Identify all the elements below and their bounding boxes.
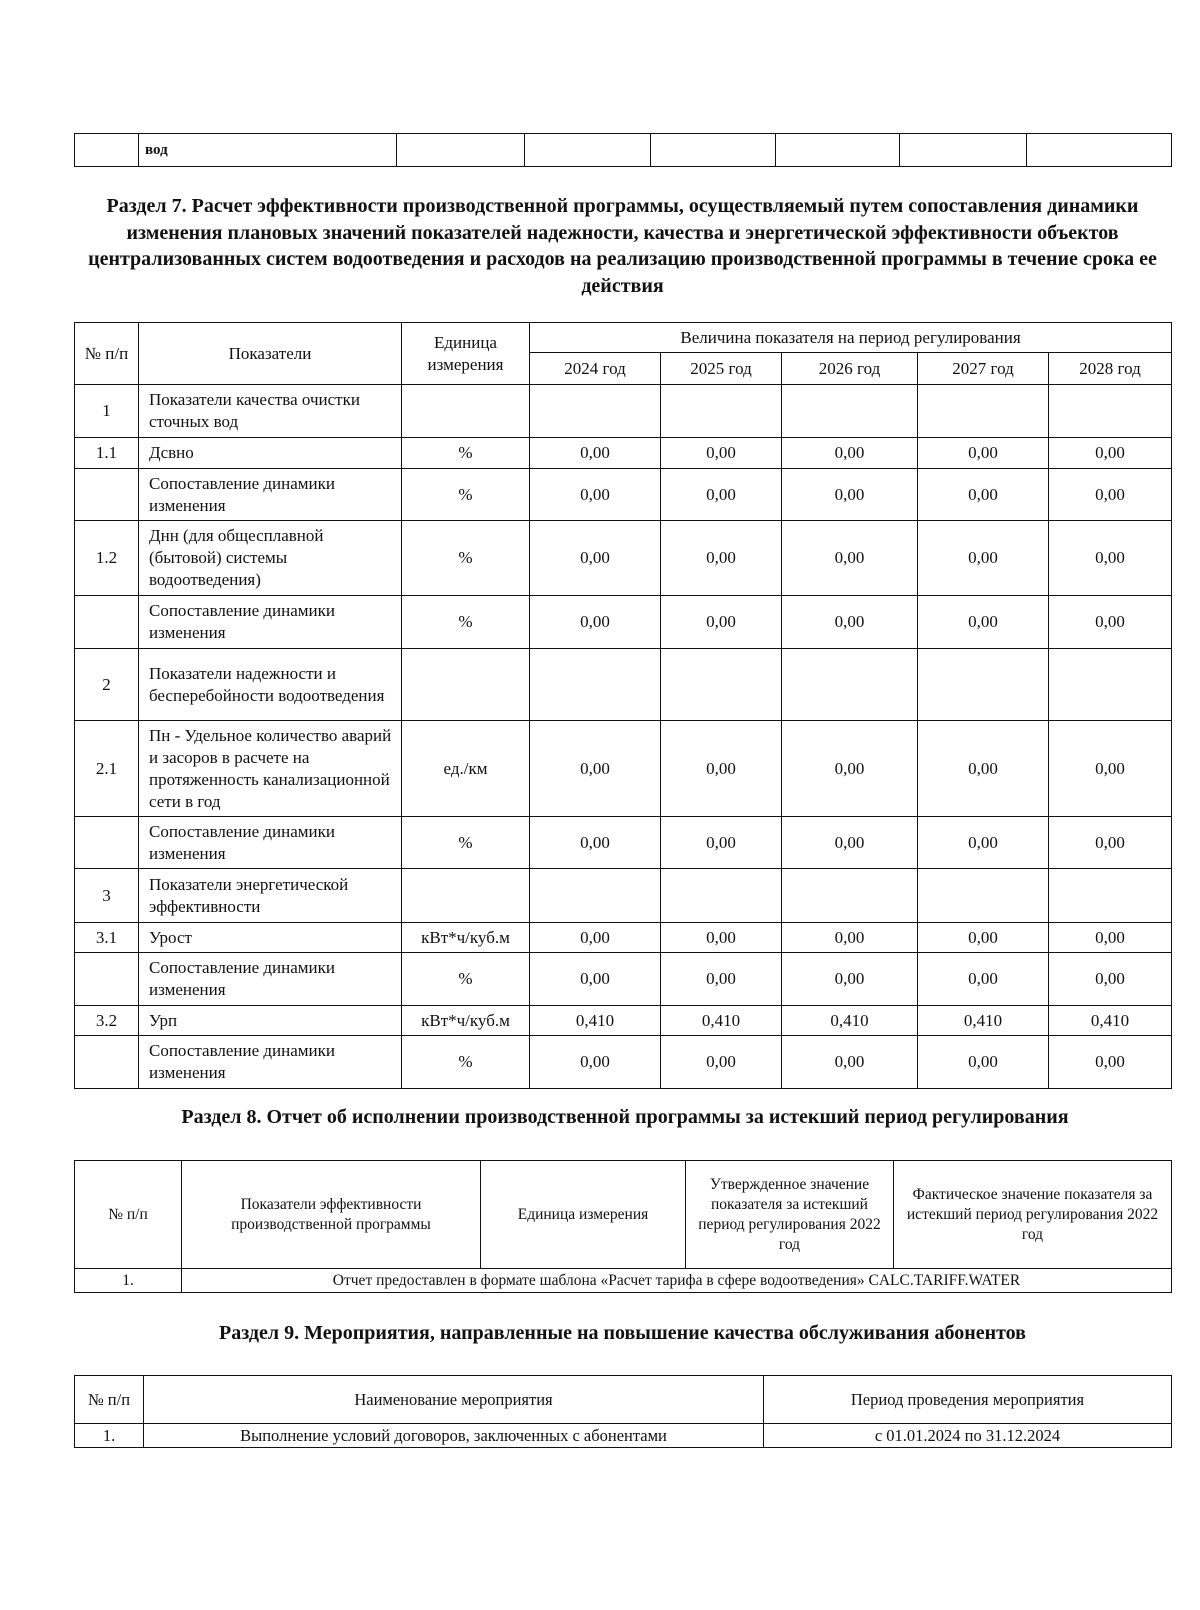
header-unit: Единица измерения	[481, 1161, 686, 1269]
row-value	[1049, 385, 1172, 438]
row-num: 3.1	[75, 923, 139, 953]
header-year: 2025 год	[661, 353, 782, 385]
row-num	[75, 817, 139, 869]
row-indicator: Дсвно	[139, 438, 402, 469]
row-value: 0,00	[530, 469, 661, 521]
row-value: 0,00	[661, 521, 782, 596]
row-value: 0,00	[782, 817, 918, 869]
row-value: 0,00	[661, 438, 782, 469]
row-num	[75, 1036, 139, 1089]
row-value: 0,410	[782, 1006, 918, 1036]
row-value: 0,00	[1049, 521, 1172, 596]
row-value: 0,00	[918, 953, 1049, 1006]
row-value	[1049, 869, 1172, 923]
row-indicator: Показатели надежности и бесперебойности водоотведения	[139, 649, 402, 721]
row-indicator: Сопоставление динамики изменения	[139, 1036, 402, 1089]
row-indicator: Пн - Удельное количество аварий и засоров в расчете на протяженность канализационной сети в год	[139, 721, 402, 817]
row-value: 0,410	[918, 1006, 1049, 1036]
section-9-table	[74, 1375, 1172, 1448]
header-period-group: Величина показателя на период регулирования	[530, 323, 1172, 353]
row-value: 0,00	[1049, 721, 1172, 817]
header-name: Наименование мероприятия	[144, 1376, 764, 1424]
row-unit: ед./км	[402, 721, 530, 817]
section-7-title: Раздел 7. Расчет эффективности производственной программы, осуществляемый путем сопоставления динамики изменения плановых значений показателей надежности, качества и энергетической эффективности объектов централизованных систем водоотведения и расходов на реализацию производственной программы в течение срока ее действия	[88, 195, 1157, 297]
header-num: № п/п	[75, 1161, 182, 1269]
row-value: 0,00	[782, 1036, 918, 1089]
row-unit: кВт*ч/куб.м	[402, 1006, 530, 1036]
row-value: 0,00	[1049, 923, 1172, 953]
row-indicator: Показатели качества очистки сточных вод	[139, 385, 402, 438]
row-unit: кВт*ч/куб.м	[402, 923, 530, 953]
row-value: 0,00	[918, 469, 1049, 521]
row-value: 0,00	[530, 521, 661, 596]
row-value: 0,00	[661, 817, 782, 869]
table-row	[75, 469, 1172, 521]
row-value: 0,00	[918, 1036, 1049, 1089]
row-value: 0,00	[661, 721, 782, 817]
header-year: 2027 год	[918, 353, 1049, 385]
row-value: 0,00	[782, 521, 918, 596]
row-value	[530, 385, 661, 438]
row-num: 3	[75, 869, 139, 923]
table-row	[75, 1424, 1172, 1448]
row-indicator: Сопоставление динамики изменения	[139, 596, 402, 649]
section-9-title: Раздел 9. Мероприятия, направленные на повышение качества обслуживания абонентов	[219, 1322, 1026, 1344]
header-indicator: Показатели	[139, 323, 402, 385]
table-cell	[1027, 134, 1172, 167]
row-unit: %	[402, 1036, 530, 1089]
row-value	[530, 869, 661, 923]
row-value: 0,00	[918, 817, 1049, 869]
row-value: 0,410	[530, 1006, 661, 1036]
row-name: Выполнение условий договоров, заключенных с абонентами	[144, 1424, 764, 1448]
row-num: 2.1	[75, 721, 139, 817]
row-period: с 01.01.2024 по 31.12.2024	[764, 1424, 1172, 1448]
header-year: 2024 год	[530, 353, 661, 385]
table-row	[75, 134, 1172, 167]
table-row	[75, 1036, 1172, 1089]
row-value: 0,00	[918, 923, 1049, 953]
table-row	[75, 869, 1172, 923]
row-value	[661, 869, 782, 923]
table-cell: вод	[139, 134, 397, 167]
row-value: 0,00	[1049, 469, 1172, 521]
row-value: 0,00	[1049, 596, 1172, 649]
row-value: 0,00	[918, 438, 1049, 469]
previous-table-tail	[74, 133, 1172, 167]
table-row	[75, 817, 1172, 869]
row-value: 0,00	[661, 953, 782, 1006]
row-unit: %	[402, 817, 530, 869]
row-value: 0,00	[918, 596, 1049, 649]
header-period: Период проведения мероприятия	[764, 1376, 1172, 1424]
row-value: 0,00	[530, 1036, 661, 1089]
row-num: 2	[75, 649, 139, 721]
table-row	[75, 438, 1172, 469]
row-value: 0,00	[1049, 953, 1172, 1006]
row-num	[75, 953, 139, 1006]
row-num: 1.1	[75, 438, 139, 469]
row-unit	[402, 385, 530, 438]
row-value	[782, 649, 918, 721]
row-value	[918, 869, 1049, 923]
table-row	[75, 721, 1172, 817]
row-value	[661, 649, 782, 721]
row-unit: %	[402, 521, 530, 596]
row-num: 1	[75, 385, 139, 438]
row-unit: %	[402, 438, 530, 469]
table-row	[75, 953, 1172, 1006]
section-8-title: Раздел 8. Отчет об исполнении производственной программы за истекший период регулирования	[181, 1106, 1069, 1128]
row-value: 0,00	[782, 923, 918, 953]
row-value	[661, 385, 782, 438]
table-cell	[776, 134, 900, 167]
row-num	[75, 596, 139, 649]
row-value: 0,00	[1049, 817, 1172, 869]
row-value: 0,00	[782, 596, 918, 649]
header-year: 2028 год	[1049, 353, 1172, 385]
table-cell	[651, 134, 776, 167]
row-indicator: Показатели энергетической эффективности	[139, 869, 402, 923]
header-row	[75, 1161, 1172, 1269]
header-year: 2026 год	[782, 353, 918, 385]
row-value: 0,00	[782, 469, 918, 521]
header-indicator: Показатели эффективности производственной программы	[182, 1161, 481, 1269]
section-7-table	[74, 322, 1172, 1089]
row-value	[918, 385, 1049, 438]
row-indicator: Сопоставление динамики изменения	[139, 817, 402, 869]
row-value	[530, 649, 661, 721]
header-approved: Утвержденное значение показателя за истекший период регулирования 2022 год	[686, 1161, 894, 1269]
row-unit	[402, 649, 530, 721]
row-value: 0,00	[530, 438, 661, 469]
header-num: № п/п	[75, 1376, 144, 1424]
row-value: 0,00	[661, 469, 782, 521]
row-indicator: Урост	[139, 923, 402, 953]
row-value: 0,00	[1049, 438, 1172, 469]
row-value: 0,00	[530, 923, 661, 953]
table-row	[75, 385, 1172, 438]
row-value: 0,410	[1049, 1006, 1172, 1036]
row-unit: %	[402, 596, 530, 649]
row-value: 0,00	[530, 721, 661, 817]
table-row	[75, 1269, 1172, 1293]
row-value	[918, 649, 1049, 721]
row-value: 0,00	[918, 721, 1049, 817]
table-cell	[900, 134, 1027, 167]
header-row	[75, 323, 1172, 353]
table-row	[75, 596, 1172, 649]
row-value: 0,410	[661, 1006, 782, 1036]
row-value: 0,00	[782, 953, 918, 1006]
row-unit: %	[402, 469, 530, 521]
row-value	[782, 385, 918, 438]
row-value	[782, 869, 918, 923]
table-cell	[397, 134, 525, 167]
row-indicator: Сопоставление динамики изменения	[139, 469, 402, 521]
row-value: 0,00	[661, 596, 782, 649]
row-indicator: Сопоставление динамики изменения	[139, 953, 402, 1006]
table-row	[75, 649, 1172, 721]
header-actual: Фактическое значение показателя за истекший период регулирования 2022 год	[894, 1161, 1172, 1269]
section-8-table	[74, 1160, 1172, 1293]
header-unit: Единица измерения	[402, 323, 530, 385]
row-value: 0,00	[1049, 1036, 1172, 1089]
table-cell	[75, 134, 139, 167]
row-value: 0,00	[530, 817, 661, 869]
table-row	[75, 923, 1172, 953]
row-unit	[402, 869, 530, 923]
row-value: 0,00	[782, 721, 918, 817]
row-num	[75, 469, 139, 521]
row-value: 0,00	[661, 1036, 782, 1089]
row-value: 0,00	[918, 521, 1049, 596]
header-num: № п/п	[75, 323, 139, 385]
row-value: 0,00	[530, 596, 661, 649]
row-value: 0,00	[661, 923, 782, 953]
row-text: Отчет предоставлен в формате шаблона «Расчет тарифа в сфере водоотведения» CALC.TARIFF.WATER	[182, 1269, 1172, 1293]
row-num: 1.2	[75, 521, 139, 596]
row-value: 0,00	[782, 438, 918, 469]
table-row	[75, 1006, 1172, 1036]
row-num: 1.	[75, 1269, 182, 1293]
header-row	[75, 1376, 1172, 1424]
row-num: 1.	[75, 1424, 144, 1448]
row-unit: %	[402, 953, 530, 1006]
row-indicator: Днн (для общесплавной (бытовой) системы водоотведения)	[139, 521, 402, 596]
row-value	[1049, 649, 1172, 721]
table-cell	[525, 134, 651, 167]
row-indicator: Урп	[139, 1006, 402, 1036]
table-row	[75, 521, 1172, 596]
row-num: 3.2	[75, 1006, 139, 1036]
row-value: 0,00	[530, 953, 661, 1006]
